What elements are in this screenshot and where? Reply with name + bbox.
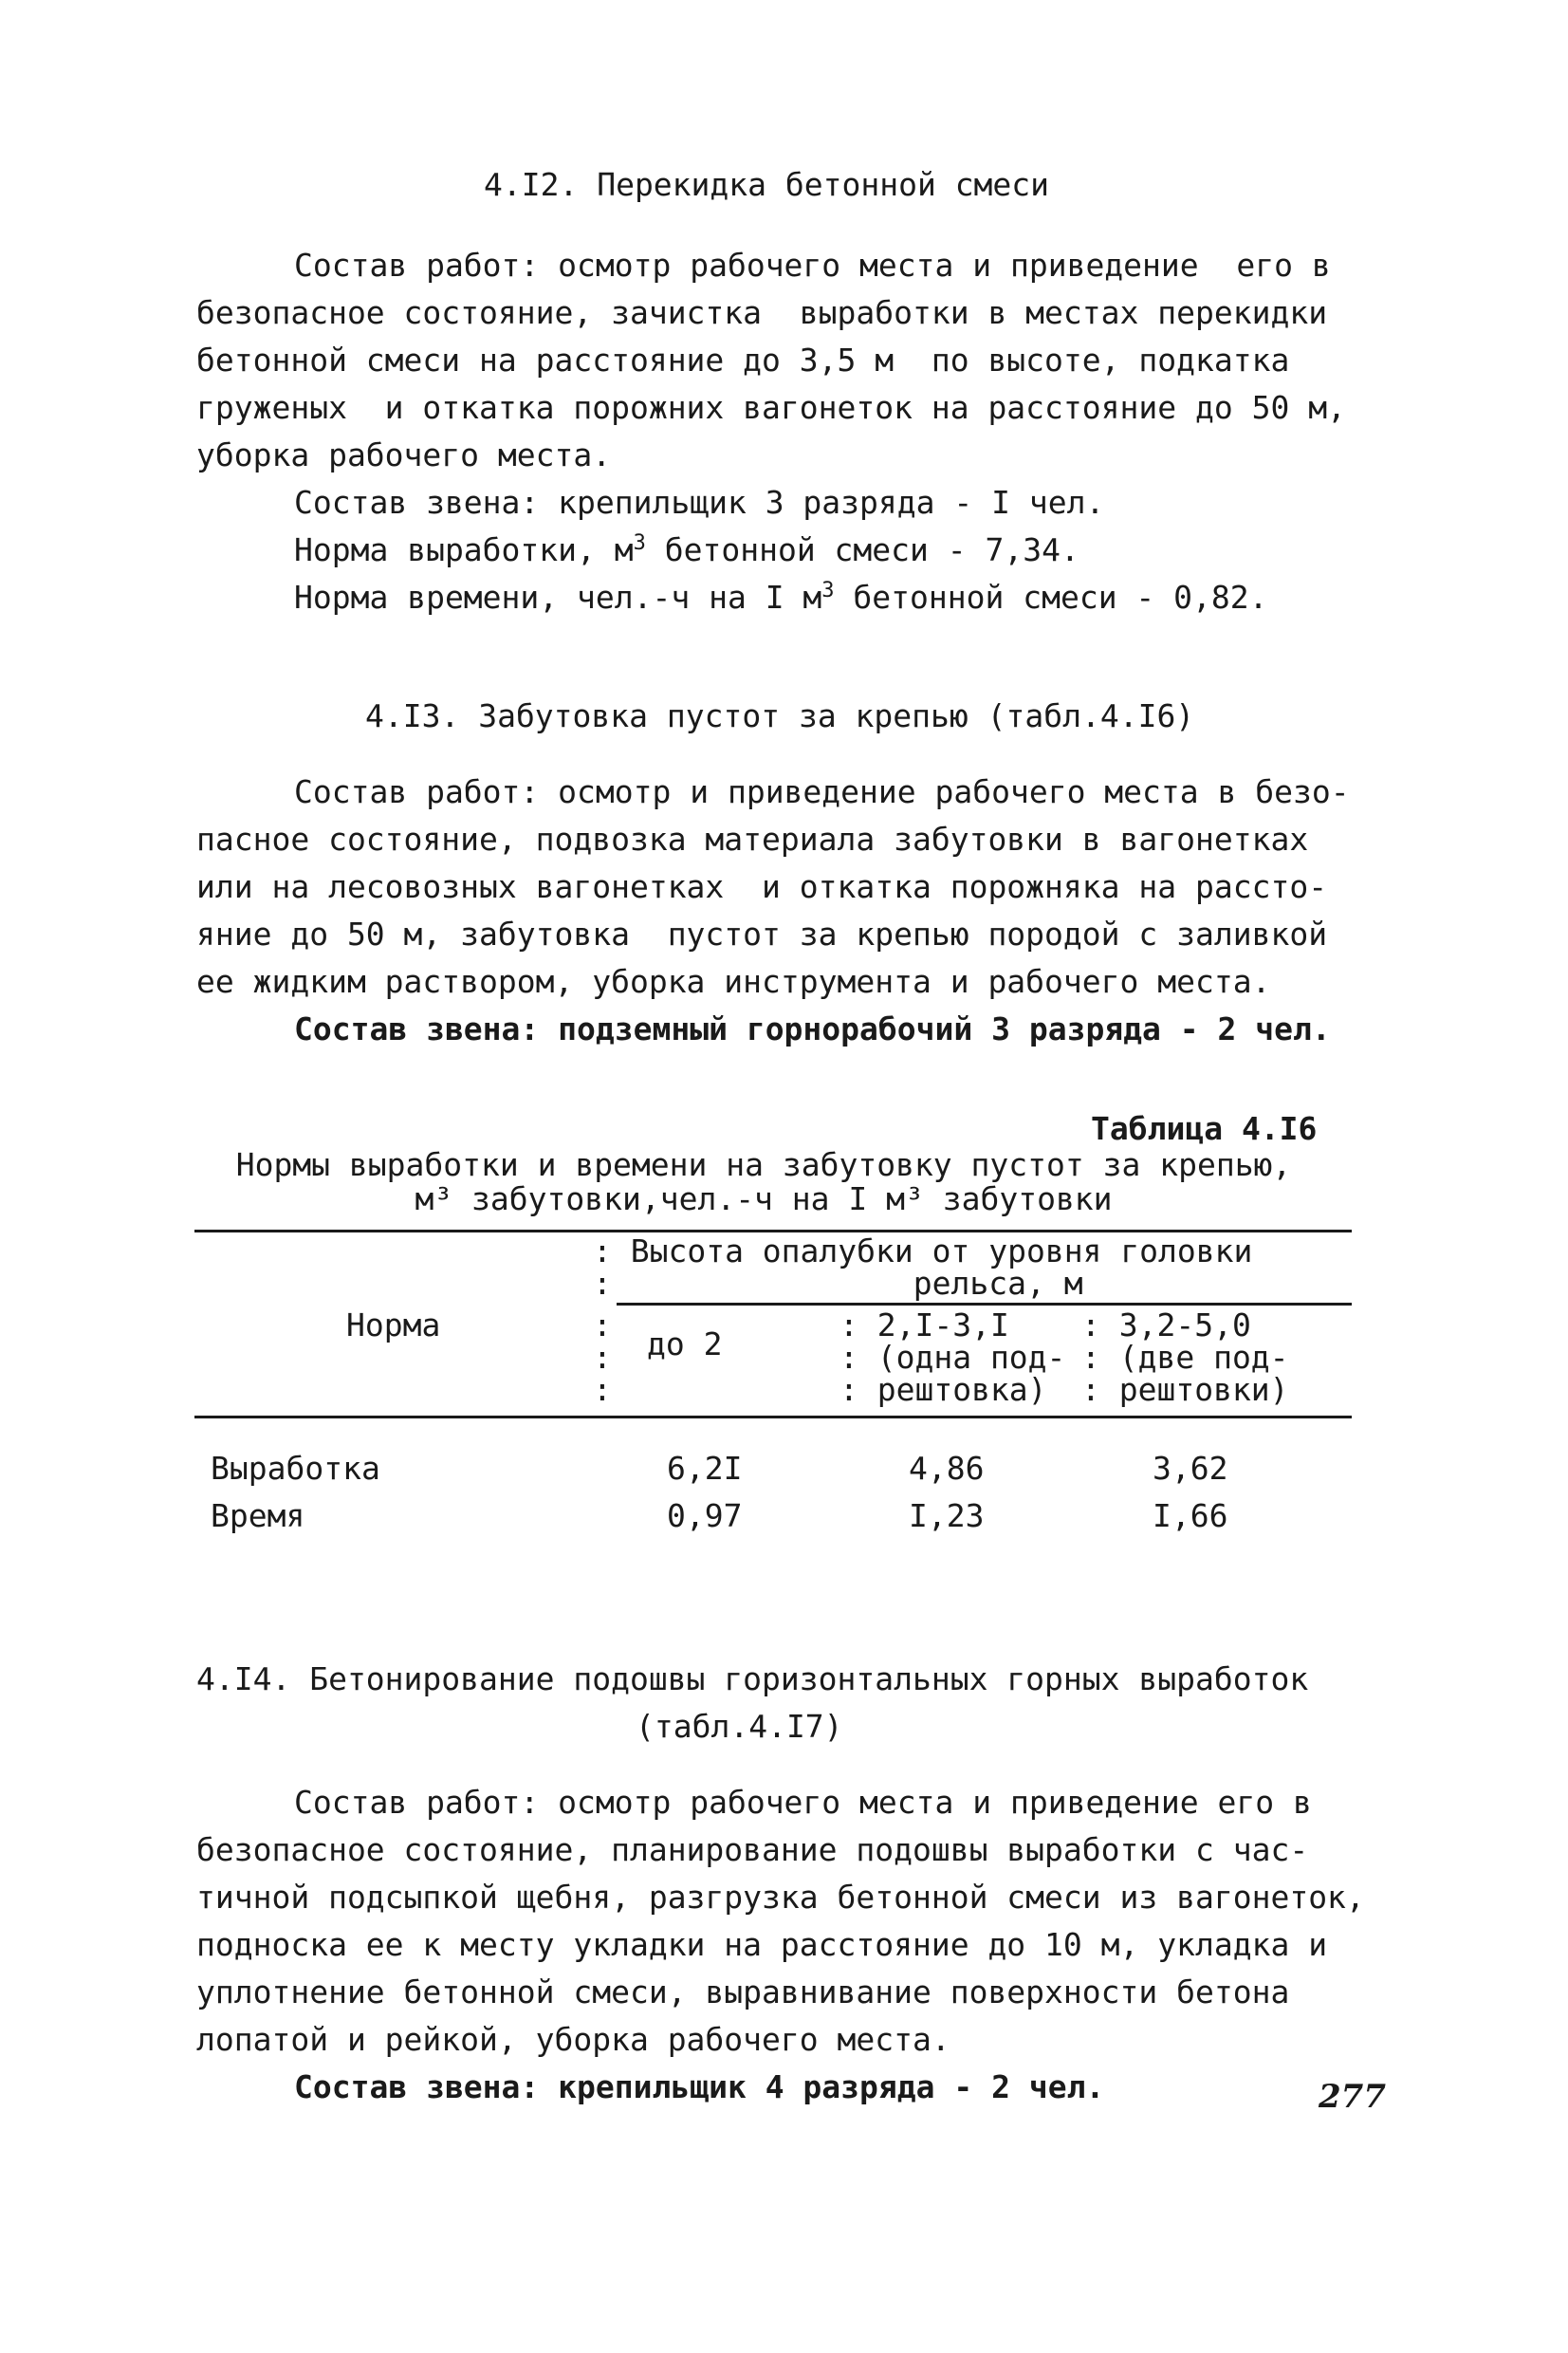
table-cell-time-col-2: I,23 — [909, 1497, 985, 1534]
table-header-col-2-line-1: : 2,I-3,I — [839, 1306, 1009, 1343]
section-4-13-work-line-3: или на лесовозных вагонетках и откатка порожняка на рассто- — [196, 868, 1328, 905]
table-caption-line-2: м³ забутовки,чел.-ч на I м³ забутовки — [415, 1180, 1113, 1217]
table-row-label-time: Время — [211, 1497, 305, 1534]
section-4-12-output-norm: Норма выработки, $м^3$ бетонной смеси - 7,34. — [294, 531, 1079, 568]
section-4-14-work-line-1: Состав работ: осмотр рабочего места и приведение его в — [294, 1784, 1312, 1821]
section-4-13-work-line-5: ее жидким раствором, уборка инструмента и рабочего места. — [196, 963, 1271, 1000]
table-header-norm: Норма — [346, 1306, 441, 1343]
page-number: 277 — [1319, 2078, 1386, 2116]
section-4-14-work-line-3: тичной подсыпкой щебня, разгрузка бетонной смеси из вагонеток, — [196, 1879, 1365, 1916]
section-4-14-title-line-1: 4.I4. Бетонирование подошвы горизонтальных горных выработок — [196, 1660, 1309, 1697]
table-header-col-2-line-3: : рештовка) — [839, 1371, 1047, 1408]
section-4-12-title: 4.I2. Перекидка бетонной смеси — [484, 166, 1050, 203]
section-4-13-title: 4.I3. Забутовка пустот за крепью (табл.4.I6) — [365, 697, 1195, 734]
table-label: Таблица 4.I6 — [1091, 1110, 1318, 1147]
section-4-13-crew: Состав звена: подземный горнорабочий 3 разряда - 2 чел. — [294, 1010, 1331, 1047]
table-colon-3: : — [593, 1371, 612, 1408]
table-row-label-output: Выработка — [211, 1450, 380, 1487]
section-4-14-title-line-2: (табл.4.I7) — [636, 1708, 843, 1745]
table-sub-rule — [617, 1303, 1352, 1306]
section-4-12-work-line-2: безопасное состояние, зачистка выработки в местах перекидки — [196, 294, 1328, 331]
table-header-bottom-rule — [194, 1416, 1352, 1418]
table-caption-line-1: Нормы выработки и времени на забутовку пустот за крепью, — [235, 1146, 1292, 1183]
section-4-12-work-line-3: бетонной смеси на расстояние до 3,5 м по высоте, подкатка — [196, 342, 1290, 379]
table-header-col-3-line-3: : рештовки) — [1081, 1371, 1289, 1408]
section-4-14-work-line-5: уплотнение бетонной смеси, выравнивание поверхности бетона — [196, 1973, 1290, 2010]
section-4-13-work-line-4: яние до 50 м, забутовка пустот за крепью породой с заливкой — [196, 916, 1328, 953]
section-4-14-work-line-4: подноска ее к месту укладки на расстояние до 10 м, укладка и — [196, 1926, 1328, 1963]
table-cell-output-col-3: 3,62 — [1153, 1450, 1228, 1487]
section-4-14-work-line-6: лопатой и рейкой, уборка рабочего места. — [196, 2021, 950, 2058]
table-cell-output-col-2: 4,86 — [909, 1450, 985, 1487]
table-colon-2: : — [593, 1339, 612, 1376]
section-4-13-work-line-1: Состав работ: осмотр и приведение рабочего места в безо- — [294, 773, 1350, 810]
table-cell-output-col-1: 6,2I — [667, 1450, 743, 1487]
table-header-height-line-1: : Высота опалубки от уровня головки — [593, 1232, 1253, 1269]
section-4-12-time-norm: Норма времени, чел.-ч на I $м^3$ бетонной смеси - 0,82. — [294, 579, 1268, 616]
section-4-12-work-line-4: груженых и откатка порожних вагонеток на расстояние до 50 м, — [196, 389, 1346, 426]
section-4-14-crew: Состав звена: крепильщик 4 разряда - 2 чел. — [294, 2068, 1105, 2105]
table-header-col-2-line-2: : (одна под- — [839, 1339, 1066, 1376]
section-4-12-crew: Состав звена: крепильщик 3 разряда - I чел. — [294, 484, 1105, 521]
section-4-12-work-line-1: Состав работ: осмотр рабочего места и приведение его в — [294, 247, 1331, 284]
table-header-height-line-2: : рельса, м — [593, 1265, 1083, 1302]
table-colon-1: : — [593, 1306, 612, 1343]
table-cell-time-col-1: 0,97 — [667, 1497, 743, 1534]
section-4-12-work-line-5: уборка рабочего места. — [196, 436, 612, 473]
table-cell-time-col-3: I,66 — [1153, 1497, 1228, 1534]
table-header-col-1: до 2 — [647, 1325, 723, 1362]
table-header-col-3-line-1: : 3,2-5,0 — [1081, 1306, 1251, 1343]
section-4-13-work-line-2: пасное состояние, подвозка материала забутовки в вагонетках — [196, 821, 1309, 858]
table-header-col-3-line-2: : (две под- — [1081, 1339, 1289, 1376]
section-4-14-work-line-2: безопасное состояние, планирование подошвы выработки с час- — [196, 1831, 1309, 1868]
